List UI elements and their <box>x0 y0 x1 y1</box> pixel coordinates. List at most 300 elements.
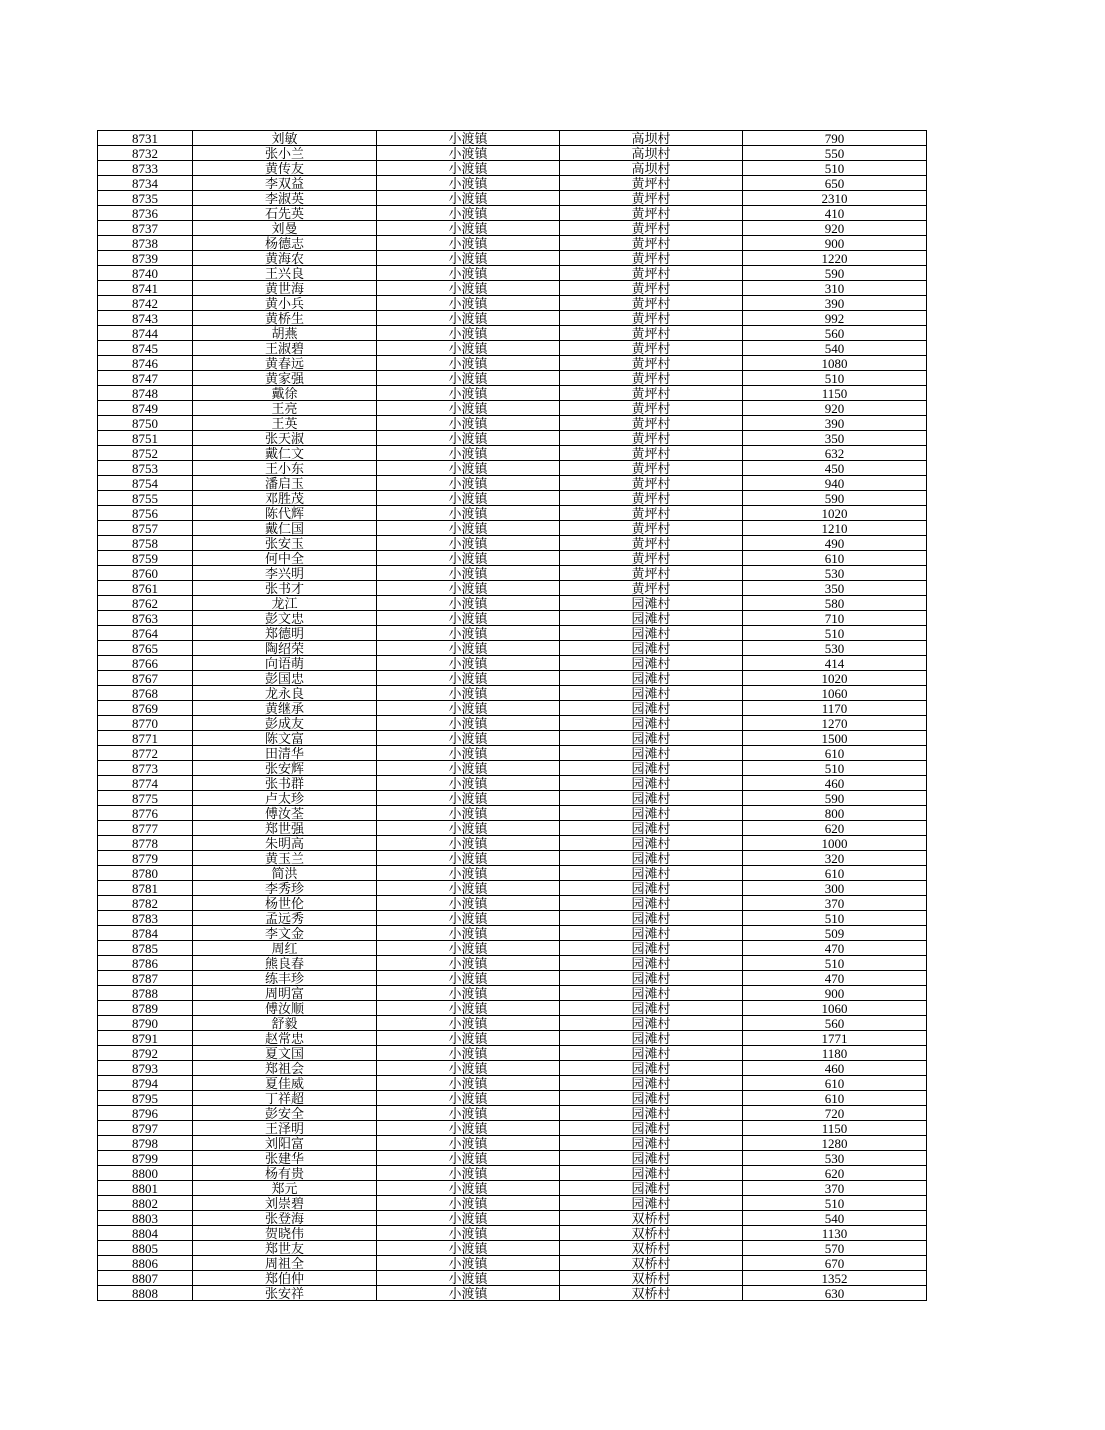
table-row <box>98 1016 927 1031</box>
village-cell: 园滩村 <box>560 686 743 701</box>
name-cell: 周祖全 <box>193 1256 377 1271</box>
amount-cell: 710 <box>743 611 927 626</box>
village-cell: 黄坪村 <box>560 341 743 356</box>
village-cell: 黄坪村 <box>560 566 743 581</box>
town-cell: 小渡镇 <box>377 1241 560 1256</box>
name-cell: 王英 <box>193 416 377 431</box>
table-row <box>98 311 927 326</box>
name-cell: 龙永良 <box>193 686 377 701</box>
village-cell: 双桥村 <box>560 1211 743 1226</box>
amount-cell: 1130 <box>743 1226 927 1241</box>
amount-cell: 470 <box>743 971 927 986</box>
amount-cell: 370 <box>743 1181 927 1196</box>
amount-cell: 460 <box>743 1061 927 1076</box>
amount-cell: 590 <box>743 266 927 281</box>
row-number-cell: 8762 <box>98 596 193 611</box>
row-number-cell: 8775 <box>98 791 193 806</box>
table-row <box>98 776 927 791</box>
village-cell: 黄坪村 <box>560 296 743 311</box>
village-cell: 黄坪村 <box>560 551 743 566</box>
name-cell: 潘启玉 <box>193 476 377 491</box>
row-number-cell: 8792 <box>98 1046 193 1061</box>
village-cell: 黄坪村 <box>560 431 743 446</box>
row-number-cell: 8789 <box>98 1001 193 1016</box>
amount-cell: 590 <box>743 791 927 806</box>
row-number-cell: 8738 <box>98 236 193 251</box>
name-cell: 周明富 <box>193 986 377 1001</box>
name-cell: 戴仁国 <box>193 521 377 536</box>
name-cell: 陈代辉 <box>193 506 377 521</box>
name-cell: 郑祖会 <box>193 1061 377 1076</box>
amount-cell: 590 <box>743 491 927 506</box>
amount-cell: 1771 <box>743 1031 927 1046</box>
table-row <box>98 851 927 866</box>
amount-cell: 1020 <box>743 671 927 686</box>
row-number-cell: 8791 <box>98 1031 193 1046</box>
table-row <box>98 1091 927 1106</box>
name-cell: 舒毅 <box>193 1016 377 1031</box>
town-cell: 小渡镇 <box>377 806 560 821</box>
amount-cell: 510 <box>743 161 927 176</box>
town-cell: 小渡镇 <box>377 401 560 416</box>
amount-cell: 650 <box>743 176 927 191</box>
row-number-cell: 8799 <box>98 1151 193 1166</box>
row-number-cell: 8786 <box>98 956 193 971</box>
row-number-cell: 8796 <box>98 1106 193 1121</box>
amount-cell: 1500 <box>743 731 927 746</box>
village-cell: 园滩村 <box>560 1151 743 1166</box>
town-cell: 小渡镇 <box>377 956 560 971</box>
village-cell: 园滩村 <box>560 791 743 806</box>
row-number-cell: 8750 <box>98 416 193 431</box>
table-row <box>98 521 927 536</box>
town-cell: 小渡镇 <box>377 1121 560 1136</box>
name-cell: 张书群 <box>193 776 377 791</box>
town-cell: 小渡镇 <box>377 986 560 1001</box>
amount-cell: 390 <box>743 416 927 431</box>
table-row <box>98 761 927 776</box>
village-cell: 高坝村 <box>560 146 743 161</box>
village-cell: 双桥村 <box>560 1271 743 1286</box>
town-cell: 小渡镇 <box>377 566 560 581</box>
town-cell: 小渡镇 <box>377 191 560 206</box>
name-cell: 彭安全 <box>193 1106 377 1121</box>
table-row <box>98 1271 927 1286</box>
table-row <box>98 641 927 656</box>
village-cell: 园滩村 <box>560 956 743 971</box>
row-number-cell: 8774 <box>98 776 193 791</box>
amount-cell: 1280 <box>743 1136 927 1151</box>
town-cell: 小渡镇 <box>377 1061 560 1076</box>
row-number-cell: 8766 <box>98 656 193 671</box>
name-cell: 李淑英 <box>193 191 377 206</box>
town-cell: 小渡镇 <box>377 626 560 641</box>
table-row <box>98 596 927 611</box>
row-number-cell: 8779 <box>98 851 193 866</box>
village-cell: 园滩村 <box>560 1001 743 1016</box>
amount-cell: 510 <box>743 761 927 776</box>
amount-cell: 992 <box>743 311 927 326</box>
table-row <box>98 716 927 731</box>
amount-cell: 1180 <box>743 1046 927 1061</box>
name-cell: 刘敏 <box>193 131 377 146</box>
village-cell: 园滩村 <box>560 656 743 671</box>
amount-cell: 1000 <box>743 836 927 851</box>
village-cell: 园滩村 <box>560 1046 743 1061</box>
village-cell: 黄坪村 <box>560 506 743 521</box>
name-cell: 张建华 <box>193 1151 377 1166</box>
amount-cell: 530 <box>743 1151 927 1166</box>
town-cell: 小渡镇 <box>377 776 560 791</box>
amount-cell: 900 <box>743 236 927 251</box>
village-cell: 黄坪村 <box>560 356 743 371</box>
name-cell: 李秀珍 <box>193 881 377 896</box>
row-number-cell: 8740 <box>98 266 193 281</box>
town-cell: 小渡镇 <box>377 896 560 911</box>
row-number-cell: 8784 <box>98 926 193 941</box>
name-cell: 刘阳富 <box>193 1136 377 1151</box>
town-cell: 小渡镇 <box>377 431 560 446</box>
amount-cell: 350 <box>743 431 927 446</box>
name-cell: 何中全 <box>193 551 377 566</box>
village-cell: 园滩村 <box>560 1076 743 1091</box>
table-row <box>98 1046 927 1061</box>
amount-cell: 790 <box>743 131 927 146</box>
row-number-cell: 8736 <box>98 206 193 221</box>
row-number-cell: 8746 <box>98 356 193 371</box>
table-row <box>98 791 927 806</box>
row-number-cell: 8785 <box>98 941 193 956</box>
name-cell: 杨德志 <box>193 236 377 251</box>
town-cell: 小渡镇 <box>377 461 560 476</box>
town-cell: 小渡镇 <box>377 476 560 491</box>
row-number-cell: 8758 <box>98 536 193 551</box>
amount-cell: 1060 <box>743 686 927 701</box>
row-number-cell: 8747 <box>98 371 193 386</box>
amount-cell: 350 <box>743 581 927 596</box>
name-cell: 黄继承 <box>193 701 377 716</box>
village-cell: 园滩村 <box>560 986 743 1001</box>
name-cell: 傅汝顺 <box>193 1001 377 1016</box>
town-cell: 小渡镇 <box>377 596 560 611</box>
village-cell: 园滩村 <box>560 926 743 941</box>
town-cell: 小渡镇 <box>377 656 560 671</box>
town-cell: 小渡镇 <box>377 1076 560 1091</box>
town-cell: 小渡镇 <box>377 281 560 296</box>
name-cell: 李双益 <box>193 176 377 191</box>
name-cell: 黄传友 <box>193 161 377 176</box>
table-row <box>98 191 927 206</box>
row-number-cell: 8743 <box>98 311 193 326</box>
town-cell: 小渡镇 <box>377 221 560 236</box>
town-cell: 小渡镇 <box>377 1136 560 1151</box>
town-cell: 小渡镇 <box>377 971 560 986</box>
amount-cell: 620 <box>743 821 927 836</box>
row-number-cell: 8744 <box>98 326 193 341</box>
amount-cell: 510 <box>743 371 927 386</box>
table-row <box>98 371 927 386</box>
row-number-cell: 8797 <box>98 1121 193 1136</box>
table-row <box>98 656 927 671</box>
row-number-cell: 8759 <box>98 551 193 566</box>
village-cell: 园滩村 <box>560 1181 743 1196</box>
amount-cell: 900 <box>743 986 927 1001</box>
row-number-cell: 8739 <box>98 251 193 266</box>
table-row <box>98 506 927 521</box>
row-number-cell: 8735 <box>98 191 193 206</box>
name-cell: 傅汝荃 <box>193 806 377 821</box>
town-cell: 小渡镇 <box>377 341 560 356</box>
amount-cell: 1080 <box>743 356 927 371</box>
village-cell: 黄坪村 <box>560 371 743 386</box>
town-cell: 小渡镇 <box>377 866 560 881</box>
amount-cell: 450 <box>743 461 927 476</box>
table-row <box>98 896 927 911</box>
village-cell: 双桥村 <box>560 1256 743 1271</box>
table-row <box>98 866 927 881</box>
amount-cell: 540 <box>743 341 927 356</box>
name-cell: 黄小兵 <box>193 296 377 311</box>
amount-cell: 550 <box>743 146 927 161</box>
row-number-cell: 8790 <box>98 1016 193 1031</box>
name-cell: 黄桥生 <box>193 311 377 326</box>
name-cell: 戴仁文 <box>193 446 377 461</box>
village-cell: 黄坪村 <box>560 176 743 191</box>
table-row <box>98 251 927 266</box>
village-cell: 黄坪村 <box>560 491 743 506</box>
town-cell: 小渡镇 <box>377 1181 560 1196</box>
name-cell: 向语萌 <box>193 656 377 671</box>
table-row <box>98 1061 927 1076</box>
amount-cell: 1220 <box>743 251 927 266</box>
village-cell: 园滩村 <box>560 1031 743 1046</box>
name-cell: 练丰珍 <box>193 971 377 986</box>
name-cell: 王小东 <box>193 461 377 476</box>
village-cell: 黄坪村 <box>560 401 743 416</box>
amount-cell: 510 <box>743 911 927 926</box>
town-cell: 小渡镇 <box>377 1166 560 1181</box>
table-row <box>98 1211 927 1226</box>
row-number-cell: 8752 <box>98 446 193 461</box>
name-cell: 田清华 <box>193 746 377 761</box>
table-row <box>98 416 927 431</box>
village-cell: 双桥村 <box>560 1226 743 1241</box>
town-cell: 小渡镇 <box>377 851 560 866</box>
amount-cell: 580 <box>743 596 927 611</box>
name-cell: 李兴明 <box>193 566 377 581</box>
amount-cell: 510 <box>743 626 927 641</box>
table-row <box>98 476 927 491</box>
name-cell: 郑德明 <box>193 626 377 641</box>
village-cell: 园滩村 <box>560 776 743 791</box>
village-cell: 黄坪村 <box>560 206 743 221</box>
amount-cell: 410 <box>743 206 927 221</box>
table-row <box>98 1031 927 1046</box>
table-row <box>98 1106 927 1121</box>
row-number-cell: 8781 <box>98 881 193 896</box>
table-row <box>98 146 927 161</box>
row-number-cell: 8782 <box>98 896 193 911</box>
amount-cell: 310 <box>743 281 927 296</box>
name-cell: 周红 <box>193 941 377 956</box>
table-row <box>98 326 927 341</box>
village-cell: 黄坪村 <box>560 386 743 401</box>
village-cell: 园滩村 <box>560 716 743 731</box>
row-number-cell: 8780 <box>98 866 193 881</box>
village-cell: 园滩村 <box>560 896 743 911</box>
table-row <box>98 1136 927 1151</box>
table-row <box>98 386 927 401</box>
name-cell: 王兴良 <box>193 266 377 281</box>
amount-cell: 390 <box>743 296 927 311</box>
village-cell: 黄坪村 <box>560 461 743 476</box>
table-row <box>98 1001 927 1016</box>
amount-cell: 300 <box>743 881 927 896</box>
town-cell: 小渡镇 <box>377 161 560 176</box>
name-cell: 王泽明 <box>193 1121 377 1136</box>
name-cell: 王淑碧 <box>193 341 377 356</box>
row-number-cell: 8777 <box>98 821 193 836</box>
amount-cell: 620 <box>743 1166 927 1181</box>
village-cell: 双桥村 <box>560 1286 743 1301</box>
table-row <box>98 161 927 176</box>
name-cell: 孟远秀 <box>193 911 377 926</box>
table-row <box>98 611 927 626</box>
row-number-cell: 8756 <box>98 506 193 521</box>
name-cell: 张安祥 <box>193 1286 377 1301</box>
village-cell: 园滩村 <box>560 851 743 866</box>
row-number-cell: 8776 <box>98 806 193 821</box>
row-number-cell: 8768 <box>98 686 193 701</box>
table-row <box>98 686 927 701</box>
name-cell: 赵常忠 <box>193 1031 377 1046</box>
town-cell: 小渡镇 <box>377 581 560 596</box>
row-number-cell: 8778 <box>98 836 193 851</box>
table-row <box>98 821 927 836</box>
row-number-cell: 8808 <box>98 1286 193 1301</box>
village-cell: 黄坪村 <box>560 536 743 551</box>
village-cell: 黄坪村 <box>560 266 743 281</box>
town-cell: 小渡镇 <box>377 611 560 626</box>
amount-cell: 800 <box>743 806 927 821</box>
town-cell: 小渡镇 <box>377 761 560 776</box>
town-cell: 小渡镇 <box>377 311 560 326</box>
amount-cell: 610 <box>743 866 927 881</box>
town-cell: 小渡镇 <box>377 1271 560 1286</box>
row-number-cell: 8801 <box>98 1181 193 1196</box>
name-cell: 郑世友 <box>193 1241 377 1256</box>
table-row <box>98 746 927 761</box>
name-cell: 彭国忠 <box>193 671 377 686</box>
table-row <box>98 881 927 896</box>
table-row <box>98 701 927 716</box>
table-row <box>98 1151 927 1166</box>
town-cell: 小渡镇 <box>377 1226 560 1241</box>
table-row <box>98 986 927 1001</box>
town-cell: 小渡镇 <box>377 701 560 716</box>
town-cell: 小渡镇 <box>377 1106 560 1121</box>
row-number-cell: 8763 <box>98 611 193 626</box>
name-cell: 熊良春 <box>193 956 377 971</box>
amount-cell: 560 <box>743 326 927 341</box>
name-cell: 张安玉 <box>193 536 377 551</box>
town-cell: 小渡镇 <box>377 1256 560 1271</box>
name-cell: 戴徐 <box>193 386 377 401</box>
name-cell: 黄海农 <box>193 251 377 266</box>
name-cell: 杨有贵 <box>193 1166 377 1181</box>
table-row <box>98 1181 927 1196</box>
row-number-cell: 8757 <box>98 521 193 536</box>
row-number-cell: 8754 <box>98 476 193 491</box>
name-cell: 郑伯仲 <box>193 1271 377 1286</box>
town-cell: 小渡镇 <box>377 266 560 281</box>
village-cell: 黄坪村 <box>560 581 743 596</box>
village-cell: 园滩村 <box>560 1061 743 1076</box>
town-cell: 小渡镇 <box>377 146 560 161</box>
amount-cell: 370 <box>743 896 927 911</box>
town-cell: 小渡镇 <box>377 176 560 191</box>
town-cell: 小渡镇 <box>377 791 560 806</box>
table-row <box>98 731 927 746</box>
village-cell: 双桥村 <box>560 1241 743 1256</box>
amount-cell: 610 <box>743 746 927 761</box>
town-cell: 小渡镇 <box>377 386 560 401</box>
town-cell: 小渡镇 <box>377 326 560 341</box>
village-cell: 园滩村 <box>560 911 743 926</box>
table-row <box>98 926 927 941</box>
amount-cell: 460 <box>743 776 927 791</box>
row-number-cell: 8773 <box>98 761 193 776</box>
town-cell: 小渡镇 <box>377 536 560 551</box>
table-row <box>98 1196 927 1211</box>
town-cell: 小渡镇 <box>377 416 560 431</box>
table-row <box>98 446 927 461</box>
name-cell: 刘曼 <box>193 221 377 236</box>
row-number-cell: 8771 <box>98 731 193 746</box>
name-cell: 张书才 <box>193 581 377 596</box>
village-cell: 黄坪村 <box>560 476 743 491</box>
village-cell: 园滩村 <box>560 1016 743 1031</box>
name-cell: 彭成友 <box>193 716 377 731</box>
table-row <box>98 281 927 296</box>
row-number-cell: 8793 <box>98 1061 193 1076</box>
table-row <box>98 1286 927 1301</box>
row-number-cell: 8764 <box>98 626 193 641</box>
town-cell: 小渡镇 <box>377 206 560 221</box>
row-number-cell: 8804 <box>98 1226 193 1241</box>
name-cell: 张登海 <box>193 1211 377 1226</box>
row-number-cell: 8769 <box>98 701 193 716</box>
table-row <box>98 341 927 356</box>
name-cell: 张天淑 <box>193 431 377 446</box>
amount-cell: 470 <box>743 941 927 956</box>
town-cell: 小渡镇 <box>377 1001 560 1016</box>
village-cell: 园滩村 <box>560 971 743 986</box>
row-number-cell: 8753 <box>98 461 193 476</box>
town-cell: 小渡镇 <box>377 296 560 311</box>
village-cell: 园滩村 <box>560 821 743 836</box>
village-cell: 黄坪村 <box>560 326 743 341</box>
table-body <box>98 131 927 1301</box>
amount-cell: 632 <box>743 446 927 461</box>
row-number-cell: 8741 <box>98 281 193 296</box>
table-row <box>98 911 927 926</box>
table-row <box>98 806 927 821</box>
row-number-cell: 8745 <box>98 341 193 356</box>
village-cell: 黄坪村 <box>560 446 743 461</box>
name-cell: 郑元 <box>193 1181 377 1196</box>
table-row <box>98 206 927 221</box>
